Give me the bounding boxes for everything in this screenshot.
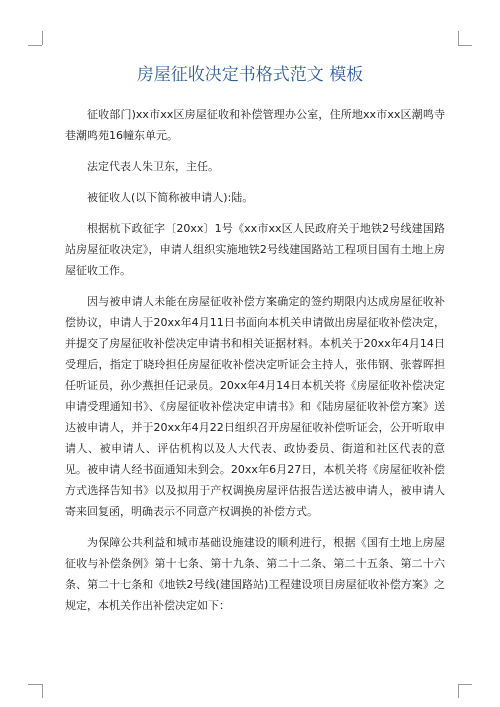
document-body (65, 104, 445, 626)
crop-mark (458, 684, 459, 698)
document-title: 房屋征收决定书格式范文 模板 (136, 65, 364, 85)
crop-mark (28, 45, 42, 46)
paragraph: 因与被申请人未能在房屋征收补偿方案确定的签约期限内达成房屋征收补偿协议，申请人于20xx年4月11日书面向本机关申请做出房屋征收补偿决定，并提交了房屋征收补偿决定申请书和相关证据材料。本机关于20xx年4月14日受理后，指定丁晓玲担任房屋征收补偿决定听证会主持人，张伟钢、张蓉晖担任听证员，孙少燕担任记录员。20xx年4月14日本机关将《房屋征收补偿决定申请受理通知书》、《房屋征收补偿决定申请书》和《陆房屋征收补偿方案》送达被申请人，并于20xx年4月22日组织召开房屋征收补偿听证会，公开听取申请人、被申请人、评估机构以及人大代表、政协委员、街道和社区代表的意见。被申请人经书面通知未到会。20xx年6月27日，本机关将《房屋征收补偿方式选择告知书》以及拟用于产权调换房屋评估报告送达被申请人，被申请人寄来回复函，明确表示不同意产权调换的补偿方式。 (65, 295, 445, 518)
crop-mark (28, 684, 42, 685)
crop-mark (458, 31, 459, 45)
paragraph: 为保障公共利益和城市基础设施建设的顺利进行，根据《国有土地上房屋征收与补偿条例》第十七条、第十九条、第二十二条、第二十五条、第二十六条、第二十七条和《地铁2号线(建国路站)工程建设项目房屋征收补偿方案》之规定，本机关作出补偿决定如下： (65, 536, 445, 612)
paragraph: 根据杭下政征字〔20xx〕1号《xx市xx区人民政府关于地铁2号线建国路站房屋征收决定》，申请人组织实施地铁2号线建国路站工程项目国有土地上房屋征收工作。 (65, 222, 445, 277)
crop-mark (458, 45, 472, 46)
crop-mark (42, 31, 43, 45)
crop-mark (458, 684, 472, 685)
crop-mark (42, 684, 43, 698)
paragraph: 法定代表人朱卫东，主任。 (87, 160, 219, 173)
paragraph: 征收部门)xx市xx区房屋征收和补偿管理办公室，住所地xx市xx区潮鸣寺巷潮鸣苑16幢东单元。 (65, 108, 445, 142)
paragraph: 被征收人(以下简称被申请人):陆。 (87, 191, 254, 204)
